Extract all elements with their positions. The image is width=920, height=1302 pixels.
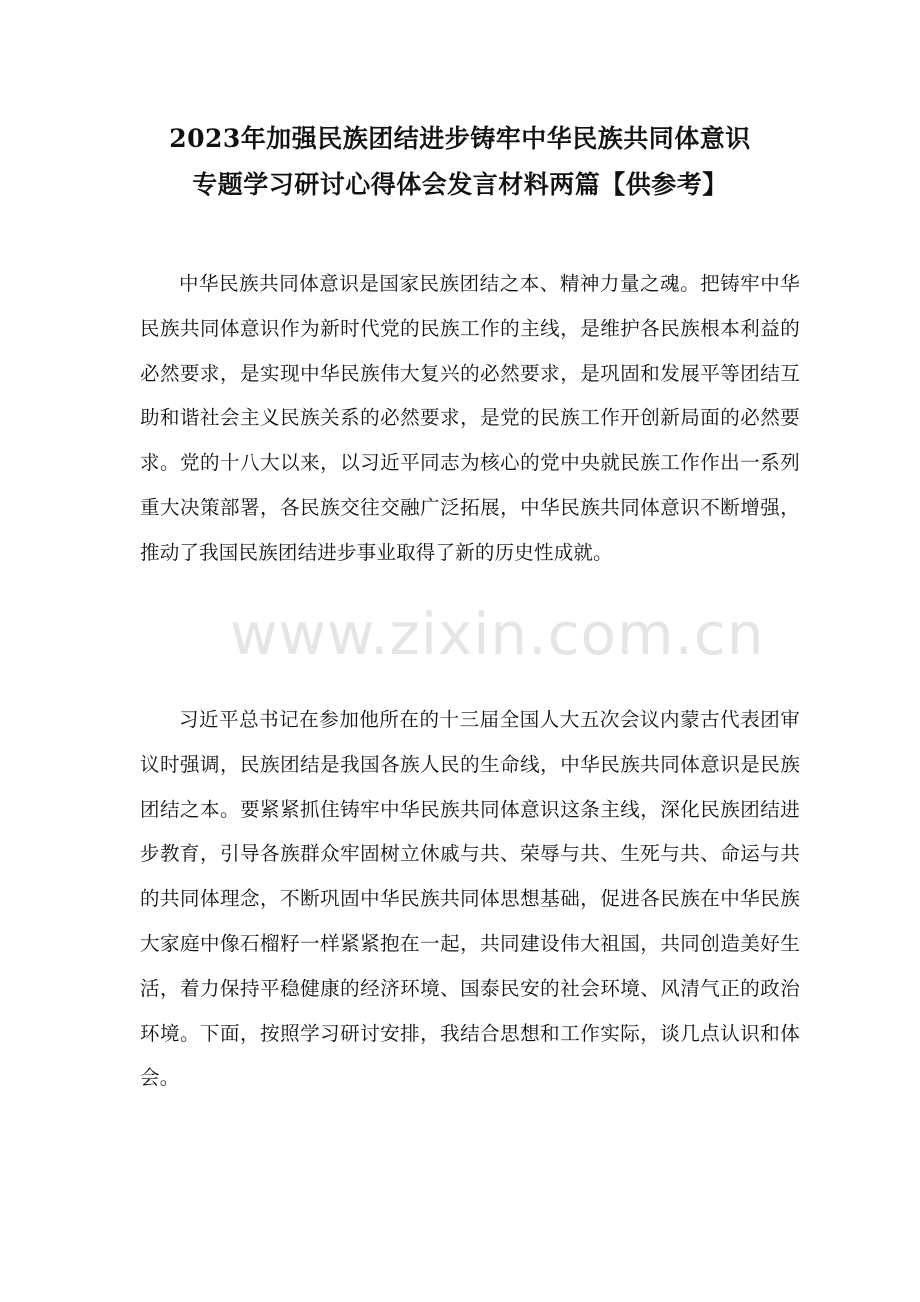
document-title-line-2: 专题学习研讨心得体会发言材料两篇【供参考】 [192,170,728,199]
document-title-line-1: 2023年加强民族团结进步铸牢中华民族共同体意识 [169,124,751,153]
body-paragraph-2: 习近平总书记在参加他所在的十三届全国人大五次会议内蒙古代表团审议时强调，民族团结是我国各族人民的生命线，中华民族共同体意识是民族团结之本。要紧紧抓住铸牢中华民族共同体意识这条主线，深化民族团结进步教育，引导各族群众牢固树立休戚与共、荣辱与共、生死与共、命运与共的共同体理念，不断巩固中华民族共同体思想基础，促进各民族在中华民族大家庭中像石榴籽一样紧紧抱在一起，共同建设伟大祖国，共同创造美好生活，着力保持平稳健康的经济环境、国泰民安的社会环境、风清气正的政治环境。下面，按照学习研讨安排，我结合思想和工作实际，谈几点认识和体会。 [140,708,800,1090]
body-paragraph-1: 中华民族共同体意识是国家民族团结之本、精神力量之魂。把铸牢中华民族共同体意识作为新时代党的民族工作的主线，是维护各民族根本利益的必然要求，是实现中华民族伟大复兴的必然要求，是巩固和发展平等团结互助和谐社会主义民族关系的必然要求，是党的民族工作开创新局面的必然要求。党的十八大以来，以习近平同志为核心的党中央就民族工作作出一系列重大决策部署，各民族交往交融广泛拓展，中华民族共同体意识不断增强，推动了我国民族团结进步事业取得了新的历史性成就。 [140,272,800,564]
site-watermark: www.zixin.com.cn [230,600,765,668]
